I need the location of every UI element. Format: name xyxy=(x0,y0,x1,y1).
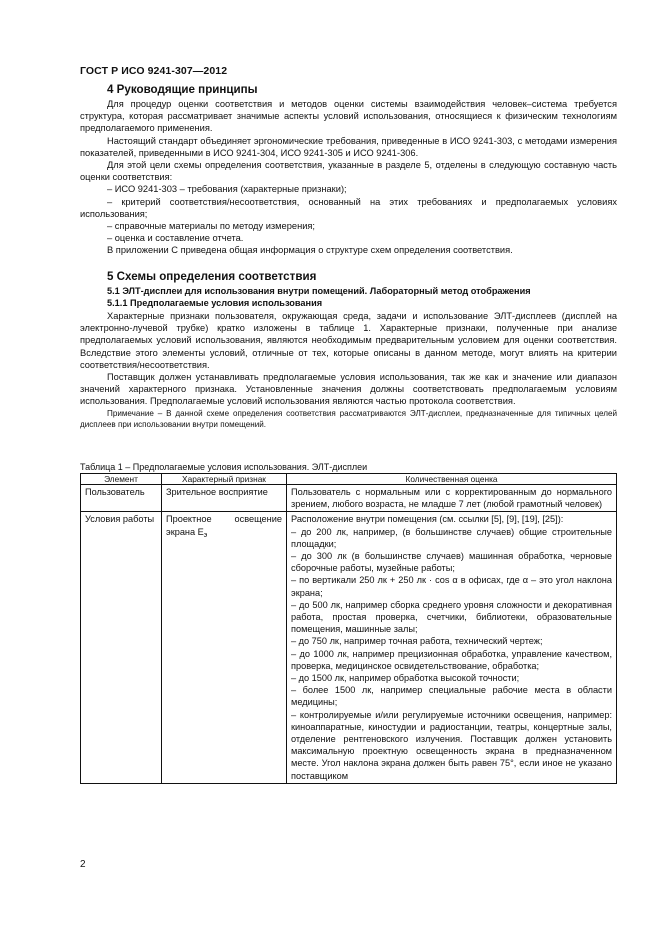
assessment-item: – до 200 лк, например, (в большинстве случаев) общие строительные площадки; xyxy=(291,526,612,549)
list-item: – оценка и составление отчета. xyxy=(107,233,244,244)
assessment-text: Пользователь с нормальным или с корректированным до нормального зрением, любого возраста, не младше 7 лет (любой грамотный человек) xyxy=(291,487,612,510)
element-cell xyxy=(81,485,162,512)
paragraph: Поставщик должен устанавливать предполагаемые условия использования, так же как и значение или диапазон значений характерного признака. Установленные значения должны соответствовать предполагаемым условиям использования. Предполагаемые условий использования являются частью протокола соответствия. xyxy=(80,372,617,407)
note: Примечание – В данной схеме определения соответствия рассматриваются ЭЛТ-дисплеи, предназначенные для типичных целей дисплеев при использовании внутри помещений. xyxy=(80,408,617,429)
table-header-row xyxy=(81,474,617,485)
assessment-item: – до 1000 лк, например прецизионная обработка, управление качеством, проверка, медицинское освидетельствование, обработка; xyxy=(291,648,612,671)
element-cell xyxy=(81,512,162,783)
assessment-item: – до 300 лк (в большинстве случаев) машинная обработка, черновые сборочные работы, музейные работы; xyxy=(291,551,612,574)
feature-cell xyxy=(162,485,287,512)
element-text: Условия работы xyxy=(85,514,155,525)
element-text: Пользователь xyxy=(85,487,145,497)
assessment-cell xyxy=(287,512,617,783)
table-row xyxy=(81,485,617,512)
assessment-item: – контролируемые и/или регулируемые источники освещения, например: киноаппаратные, киностудии и радиостанции, театры, концертные залы, отделение рентгеновского излучения. Поставщик должен установить максимальную проектную освещенность экрана в предназначенном месте. Угол наклона экрана должен быть равен 75°, если иное не указано поставщиком xyxy=(291,709,612,781)
page-number: 2 xyxy=(80,859,86,870)
paragraph: Характерные признаки пользователя, окружающая среда, задачи и использование ЭЛТ-дисплеев (дисплей на электронно-лучевой трубке) кратко изложены в таблице 1. Характерные признаки, полученные при анализе предполагаемых условий использования, являются необходимым предварительным условием для оценки соответствия. Вследствие этого элементы условий, отличные от тех, которые описаны в данном методе, могут влиять на критерии соответствия/несоответствия. xyxy=(80,311,617,370)
assessment-item: – до 1500 лк, например обработка высокой точности; xyxy=(291,673,520,684)
paragraph: В приложении С приведена общая информация о структуре схем определения соответствия. xyxy=(107,245,513,256)
section-5-title: 5 Схемы определения соответствия xyxy=(107,270,317,283)
subsection-5-1-1-title: 5.1.1 Предполагаемые условия использования xyxy=(107,298,323,308)
column-header: Характерный признак xyxy=(162,474,287,485)
list-item: – ИСО 9241-303 – требования (характерные признаки); xyxy=(107,184,347,195)
feature-cell xyxy=(162,512,287,783)
subsection-5-1-title: 5.1 ЭЛТ-дисплеи для использования внутри помещений. Лабораторный метод отображения xyxy=(107,286,531,296)
assessment-item: – по вертикали 250 лк + 250 лк · cos α в офисах, где α – это угол наклона экрана; xyxy=(291,575,612,598)
standard-header: ГОСТ Р ИСО 9241-307—2012 xyxy=(80,65,228,77)
list-item: – справочные материалы по методу измерения; xyxy=(107,221,316,232)
feature-text: Проектное освещение экрана E xyxy=(166,514,282,537)
paragraph: Для процедур оценки соответствия и методов оценки системы взаимодействия человек–система требуется структура, которая рассматривает значимые аспекты условий использования, относящиеся к физическим технологиям предполагаемого применения. xyxy=(80,99,617,134)
paragraph: Настоящий стандарт объединяет эргономические требования, приведенные в ИСО 9241-303, с методами измерения показателей, приведенными в ИСО 9241-304, ИСО 9241-305 и ИСО 9241-306. xyxy=(80,135,617,158)
table-caption: Таблица 1 – Предполагаемые условия использования. ЭЛТ-дисплеи xyxy=(80,462,368,472)
section-5-body xyxy=(80,310,617,430)
section-4-title: 4 Руководящие принципы xyxy=(107,83,258,96)
conditions-table xyxy=(80,473,617,784)
feature-text: Зрительное восприятие xyxy=(166,487,268,497)
column-header: Количественная оценка xyxy=(287,474,617,485)
feature-subscript: э xyxy=(203,531,208,539)
assessment-item: – до 500 лк, например сборка среднего уровня сложности и декоративная работа, простая проверка, счетчики, библиотеки, образовательные помещения, машинные залы; xyxy=(291,599,612,635)
paragraph: Для этой цели схемы определения соответствия, указанные в разделе 5, отделены в следующую составную часть оценки соответствия: xyxy=(80,160,617,183)
table-row xyxy=(81,512,617,783)
column-header: Элемент xyxy=(81,474,162,485)
assessment-cell xyxy=(287,485,617,512)
assessment-item: – более 1500 лк, например специальные рабочие места в области медицины; xyxy=(291,685,612,708)
list-item: – критерий соответствия/несоответствия, основанный на этих требованиях и предполагаемых условиях использования; xyxy=(80,196,617,219)
assessment-item: – до 750 лк, например точная работа, технический чертеж; xyxy=(291,636,543,647)
assessment-item: Расположение внутри помещения (см. ссылки [5], [9], [19], [25]): xyxy=(291,514,564,525)
section-4-body xyxy=(80,98,617,257)
